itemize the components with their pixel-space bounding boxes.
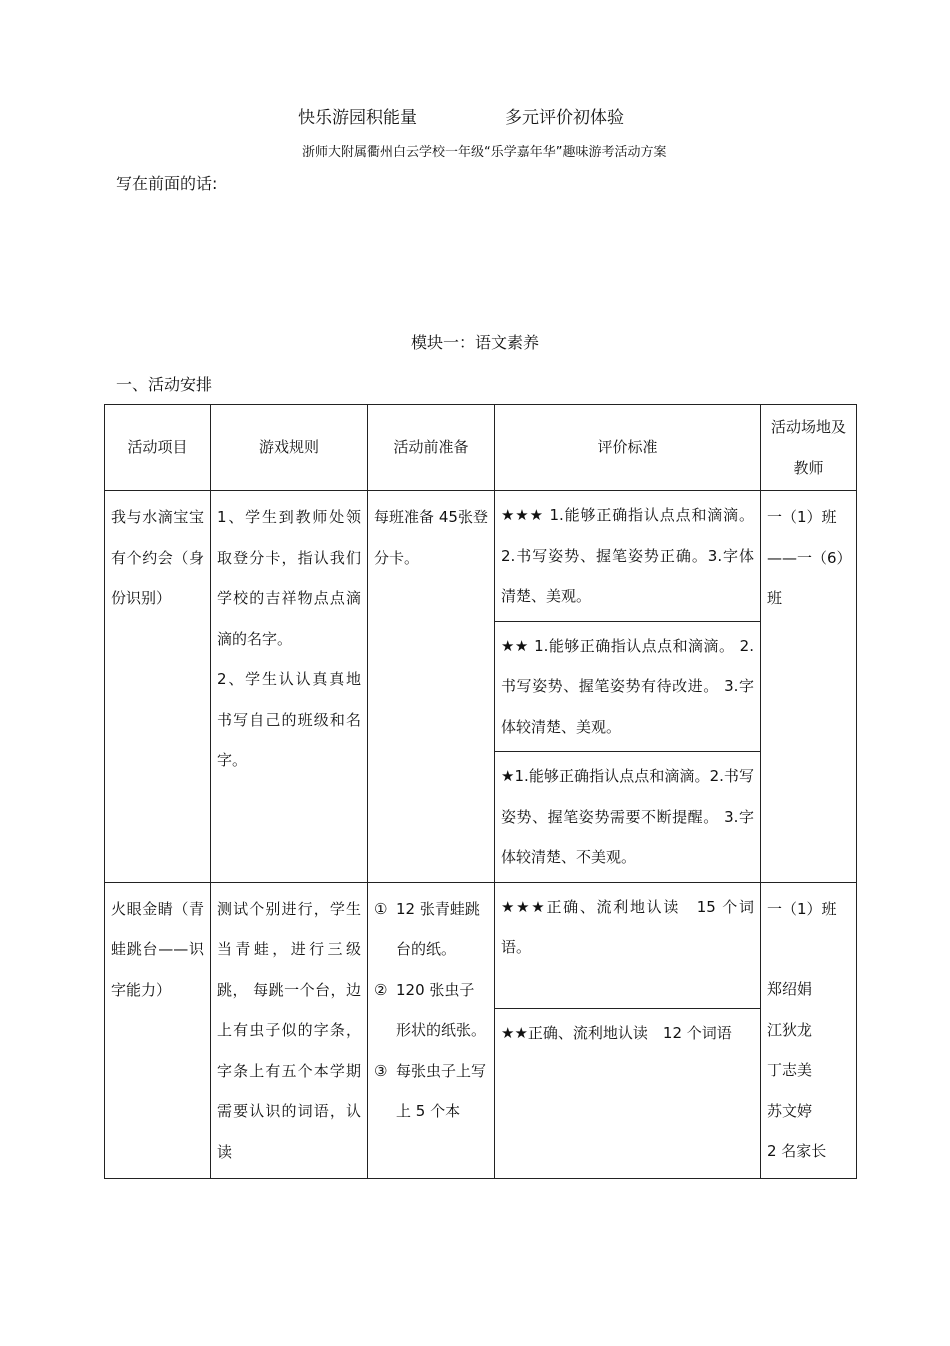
game-rules: 测试个别进行，学生当青蛙，进行三级跳， 每跳一个台，边上有虫子似的字条，字条上有五个本学期需要认识的词语，认读 [211,882,368,1179]
venue: 一（1）班——一（6）班 [761,491,857,883]
venue-teacher: 郑绍娟 [767,980,813,998]
activity-table [104,404,857,1179]
venue-teacher: 苏文婷 [767,1101,813,1120]
preparation: 每班准备 45张登分卡。 [368,491,495,883]
venue-class: 一（1）班 [767,899,837,918]
title-left: 快乐游园积能量 [298,108,417,128]
prep-text: 12 张青蛙跳台的纸。 [396,899,480,958]
table-row [105,882,857,1008]
header-cell: 活动场地及教师 [761,405,857,491]
intro-heading: 写在前面的话: [116,174,218,193]
table-row [105,491,857,622]
venue-teacher: 丁志美 [767,1061,813,1079]
prep-number: ③ [374,1061,388,1080]
prep-item [374,889,488,970]
prep-text: 120 张虫子形状的纸张。 [396,980,487,1039]
prep-item [374,970,488,1051]
game-rules [211,491,368,883]
criteria-two-star: ★★正确、流利地认读 12 个词语 [495,1008,761,1178]
prep-number: ② [374,980,388,999]
venue-teacher: 2 名家长 [767,1142,827,1160]
activity-item: 我与水滴宝宝有个约会（身份识别） [105,491,211,883]
criteria-three-star: ★★★正确、流利地认读 15 个词语。 [495,882,761,1008]
rule-line: 1、学生到教师处领取登分卡，指认我们学校的吉祥物点点滴滴的名字。 [217,508,361,648]
table-header-row [105,405,857,491]
module-title: 模块一：语文素养 [410,333,539,352]
prep-item [374,1051,488,1132]
header-cell: 评价标准 [495,405,761,491]
preparation [368,882,495,1179]
venue-teacher: 江狄龙 [767,1020,813,1039]
document-subtitle: 浙师大附属衢州白云学校一年级“乐学嘉年华”趣味游考活动方案 [302,145,667,160]
venue [761,882,857,1179]
prep-text: 每张虫子上写上 5 个本 [396,1061,487,1120]
activity-item: 火眼金睛（青蛙跳台——识字能力） [105,882,211,1179]
criteria-two-star: ★★ 1.能够正确指认点点和滴滴。 2.书写姿势、握笔姿势有待改进。 3.字体较清楚、美观。 [495,621,761,752]
rule-line: 2、学生认认真真地书写自己的班级和名字。 [217,670,361,769]
section-heading: 一、活动安排 [116,375,213,394]
header-cell: 活动前准备 [368,405,495,491]
criteria-one-star: ★1.能够正确指认点点和滴滴。2.书写姿势、握笔姿势需要不断提醒。 3.字体较清楚、不美观。 [495,752,761,883]
criteria-three-star: ★★★ 1.能够正确指认点点和滴滴。2.书写姿势、握笔姿势正确。3.字体清楚、美观。 [495,491,761,622]
header-cell: 游戏规则 [211,405,368,491]
prep-number: ① [374,899,388,918]
header-cell: 活动项目 [105,405,211,491]
title-right: 多元评价初体验 [505,108,624,128]
